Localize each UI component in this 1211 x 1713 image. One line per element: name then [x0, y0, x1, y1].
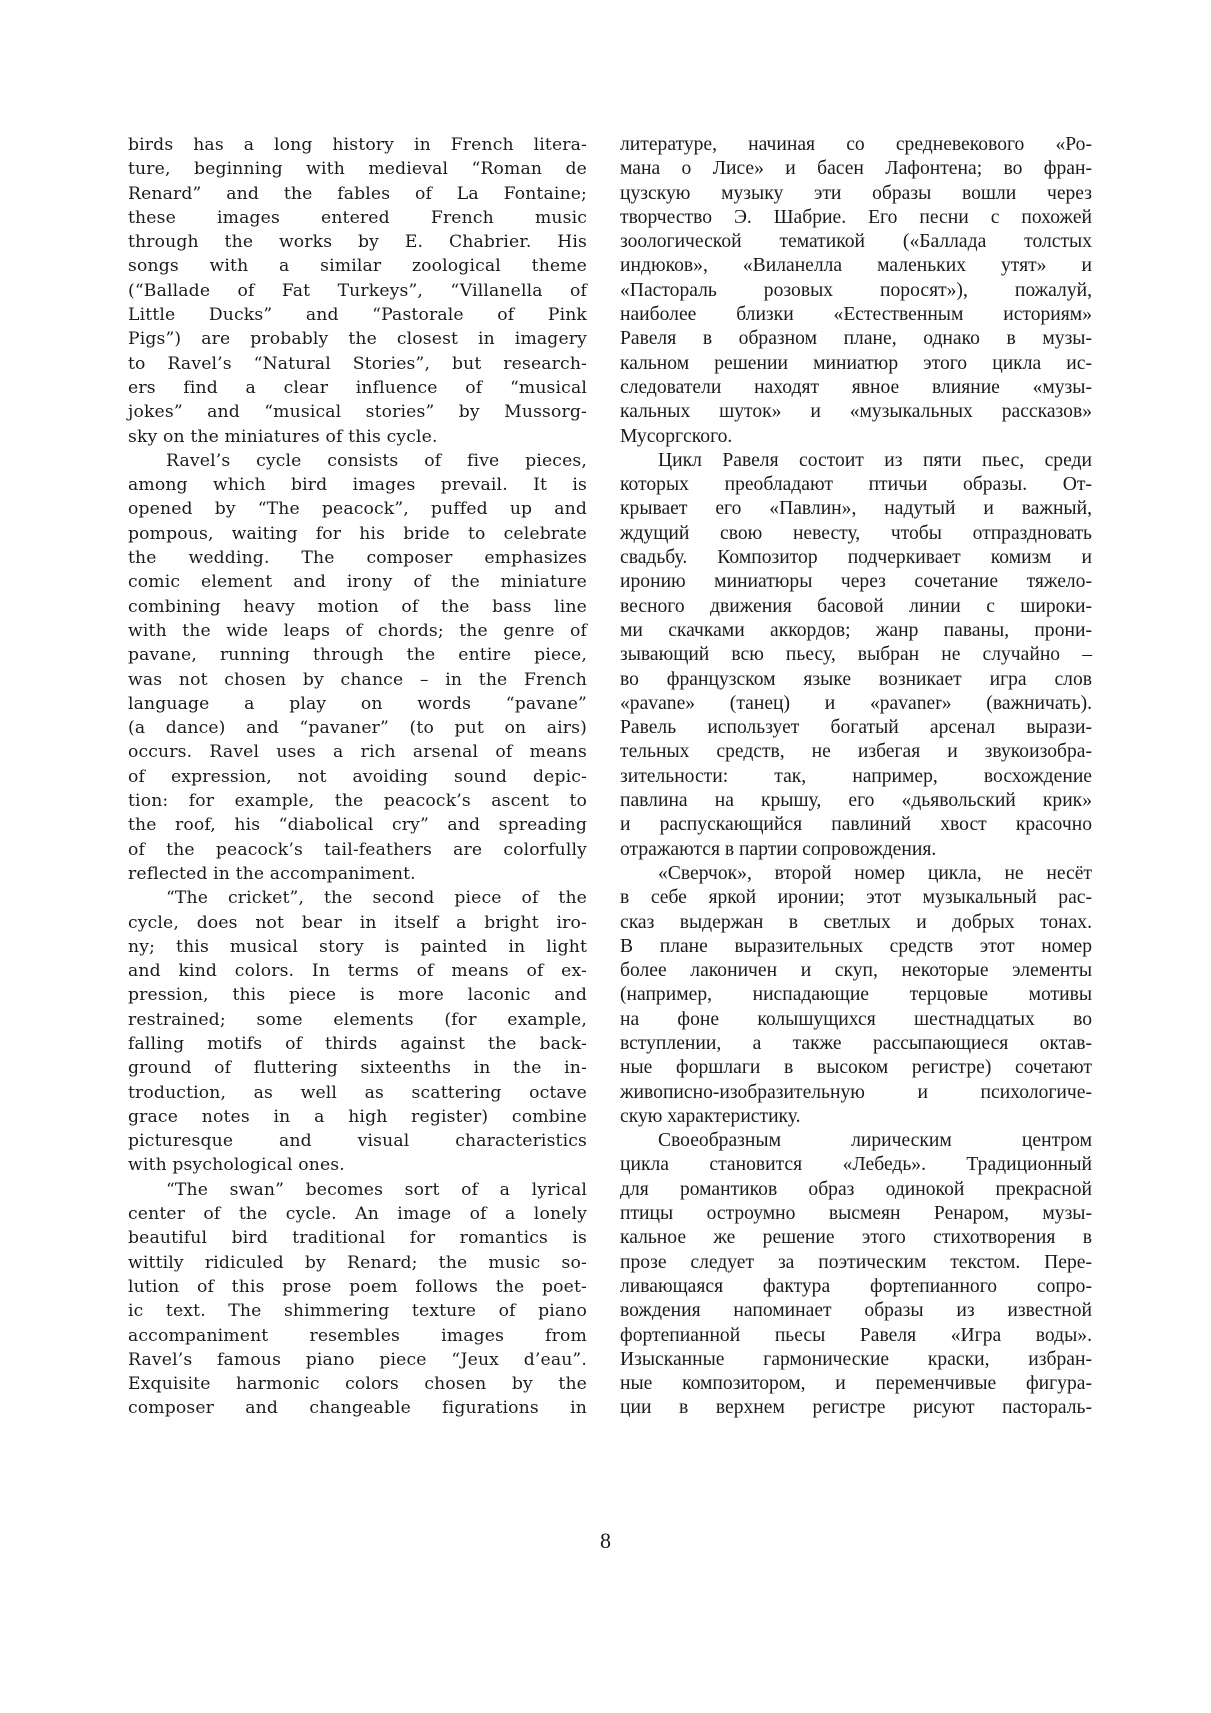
paragraph: [620, 1129, 1092, 1421]
text-line: “The cricket”, the second piece of the: [166, 888, 587, 909]
text-line: (“Ballade of Fat Turkeys”, “Villanella of: [128, 280, 587, 301]
paragraph: [128, 1178, 587, 1421]
text-line: ers find a clear influence of “musical: [128, 377, 587, 398]
text-line: индюков», «Виланелла маленьких утят» и: [620, 255, 1092, 277]
text-line: более лаконичен и скуп, некоторые элементы: [620, 960, 1092, 982]
text-line: вождения напоминает образы из известной: [620, 1300, 1092, 1322]
text-line: Ravel’s cycle consists of five pieces,: [166, 450, 587, 471]
russian-text-column: [620, 133, 1092, 1421]
text-line: ные композитором, и переменчивые фигура-: [620, 1373, 1092, 1395]
text-line: jokes” and “musical stories” by Mussorg-: [128, 402, 587, 423]
text-line: and kind colors. In terms of means of ex-: [128, 961, 587, 982]
text-line: with the wide leaps of chords; the genre of: [128, 620, 587, 641]
text-line: reflected in the accompaniment.: [128, 863, 416, 884]
text-line: Равель использует богатый арсенал вырази-: [620, 717, 1092, 739]
text-line: живописно-изобразительную и психологиче-: [620, 1081, 1092, 1103]
text-line: beautiful bird traditional for romantics is: [128, 1228, 587, 1249]
text-line: кальное же решение этого стихотворения в: [620, 1227, 1092, 1249]
text-line: мана о Лисе» и басен Лафонтена; во фран-: [620, 158, 1092, 180]
text-line: во французском языке возникает игра слов: [620, 668, 1092, 690]
text-line: accompaniment resembles images from: [128, 1325, 587, 1346]
text-line: troduction, as well as scattering octave: [128, 1082, 587, 1103]
text-line: крывает его «Павлин», надутый и важный,: [620, 498, 1092, 520]
text-line: ми скачками аккордов; жанр паваны, прони-: [620, 619, 1092, 641]
text-line: творчество Э. Шабрие. Его песни с похожей: [620, 206, 1092, 228]
paragraph: [620, 133, 1092, 449]
text-line: прозе следует за поэтическим текстом. Пере-: [620, 1251, 1092, 1273]
text-line: tion: for example, the peacock’s ascent to: [128, 791, 587, 812]
text-line: на фоне колышущихся шестнадцатых во: [620, 1008, 1092, 1030]
text-line: вступлении, а также рассыпающиеся октав-: [620, 1032, 1092, 1054]
text-line: ny; this musical story is painted in light: [128, 936, 587, 957]
text-line: combining heavy motion of the bass line: [128, 596, 587, 617]
text-line: pression, this piece is more laconic and: [128, 985, 587, 1006]
text-line: picturesque and visual characteristics: [128, 1131, 587, 1152]
text-line: through the works by E. Chabrier. His: [128, 232, 587, 253]
text-line: скую характеристику.: [620, 1105, 801, 1127]
text-line: павлина на крышу, его «дьявольский крик»: [620, 790, 1092, 812]
text-line: ture, beginning with medieval “Roman de: [128, 159, 587, 180]
text-line: Цикл Равеля состоит из пяти пьес, среди: [658, 449, 1092, 471]
text-line: occurs. Ravel uses a rich arsenal of means: [128, 742, 587, 763]
text-line: зывающий всю пьесу, выбран не случайно –: [620, 644, 1092, 666]
text-line: with psychological ones.: [128, 1155, 345, 1176]
text-line: тельных средств, не избегая и звукоизобра-: [620, 741, 1092, 763]
text-line: of the peacock’s tail-feathers are colorfully: [128, 839, 587, 860]
text-line: (например, ниспадающие терцовые мотивы: [620, 984, 1092, 1006]
text-line: ции в верхнем регистре рисуют пастораль-: [620, 1397, 1092, 1419]
text-line: Ravel’s famous piano piece “Jeux d’eau”.: [128, 1349, 587, 1370]
paragraph: [620, 449, 1092, 862]
text-line: Little Ducks” and “Pastorale of Pink: [128, 305, 587, 326]
text-line: sky on the miniatures of this cycle.: [128, 426, 438, 447]
text-line: «Сверчок», второй номер цикла, не несёт: [658, 862, 1092, 884]
text-line: falling motifs of thirds against the back-: [128, 1033, 587, 1054]
text-line: ные форшлаги в высоком регистре) сочетают: [620, 1057, 1092, 1079]
text-line: songs with a similar zoological theme: [128, 256, 587, 277]
page-number: 8: [600, 1528, 611, 1553]
text-line: «Пастораль розовых поросят»), пожалуй,: [620, 279, 1092, 301]
text-line: wittily ridiculed by Renard; the music so-: [128, 1252, 587, 1273]
text-line: Мусоргского.: [620, 425, 733, 447]
text-line: зительности: так, например, восхождение: [620, 765, 1092, 787]
text-line: наиболее близки «Естественным историям»: [620, 304, 1092, 326]
text-line: фортепианной пьесы Равеля «Игра воды».: [620, 1324, 1092, 1346]
text-line: of expression, not avoiding sound depic-: [128, 766, 587, 787]
text-line: в себе яркой иронии; этот музыкальный рас-: [620, 887, 1092, 909]
text-line: language a play on words “pavane”: [128, 693, 587, 714]
text-line: для романтиков образ одинокой прекрасной: [620, 1178, 1092, 1200]
paragraph: [128, 449, 587, 886]
text-line: cycle, does not bear in itself a bright iro-: [128, 912, 587, 933]
text-line: these images entered French music: [128, 207, 587, 228]
text-line: pompous, waiting for his bride to celebrate: [128, 523, 587, 544]
text-line: и распускающийся павлиний хвост красочно: [620, 814, 1092, 836]
text-line: the wedding. The composer emphasizes: [128, 548, 587, 569]
text-line: restrained; some elements (for example,: [128, 1009, 587, 1030]
paragraph: [620, 862, 1092, 1129]
text-line: to Ravel’s “Natural Stories”, but research-: [128, 353, 587, 374]
text-line: «pavane» (танец) и «pavaner» (важничать).: [620, 692, 1092, 714]
text-line: opened by “The peacock”, puffed up and: [128, 499, 587, 520]
text-line: Pigs”) are probably the closest in imagery: [128, 329, 587, 350]
text-line: иронию миниатюры через сочетание тяжело-: [620, 571, 1092, 593]
text-line: Изысканные гармонические краски, избран-: [620, 1348, 1092, 1370]
text-line: the roof, his “diabolical cry” and spreading: [128, 815, 587, 836]
text-line: composer and changeable figurations in: [128, 1398, 587, 1419]
text-line: В плане выразительных средств этот номер: [620, 935, 1092, 957]
text-line: lution of this prose poem follows the poet-: [128, 1276, 587, 1297]
text-line: Своеобразным лирическим центром: [658, 1130, 1092, 1152]
text-line: “The swan” becomes sort of a lyrical: [166, 1179, 587, 1200]
text-line: grace notes in a high register) combine: [128, 1106, 587, 1127]
text-line: ground of fluttering sixteenths in the in-: [128, 1058, 587, 1079]
text-line: Renard” and the fables of La Fontaine;: [128, 183, 587, 204]
paragraph: [128, 133, 587, 449]
text-line: литературе, начиная со средневекового «Ро-: [620, 134, 1092, 155]
text-line: pavane, running through the entire piece,: [128, 645, 587, 666]
text-line: among which bird images prevail. It is: [128, 475, 587, 496]
text-line: кальных шуток» и «музыкальных рассказов»: [620, 401, 1092, 423]
text-line: весного движения басовой линии с широки-: [620, 595, 1092, 617]
text-line: следователи находят явное влияние «музы-: [620, 376, 1092, 398]
text-line: которых преобладают птичьи образы. От-: [620, 474, 1092, 496]
text-line: birds has a long history in French litera-: [128, 135, 587, 155]
text-line: птицы остроумно высмеян Ренаром, музы-: [620, 1203, 1092, 1225]
text-line: ливающаяся фактура фортепианного сопро-: [620, 1275, 1092, 1297]
text-line: Exquisite harmonic colors chosen by the: [128, 1374, 587, 1395]
text-line: отражаются в партии сопровождения.: [620, 838, 937, 860]
text-line: Равеля в образном плане, однако в музы-: [620, 328, 1092, 350]
text-line: зоологической тематикой («Баллада толстых: [620, 231, 1092, 253]
text-line: center of the cycle. An image of a lonely: [128, 1204, 587, 1225]
text-line: сказ выдержан в светлых и добрых тонах.: [620, 911, 1092, 933]
text-line: ждущий свою невесту, чтобы отпраздновать: [620, 522, 1092, 544]
text-line: кальном решении миниатюр этого цикла ис-: [620, 352, 1092, 374]
paragraph: [128, 886, 587, 1178]
text-line: свадьбу. Композитор подчеркивает комизм и: [620, 547, 1092, 569]
english-text-column: [128, 133, 587, 1421]
text-line: цикла становится «Лебедь». Традиционный: [620, 1154, 1092, 1176]
text-line: comic element and irony of the miniature: [128, 572, 587, 593]
text-line: was not chosen by chance – in the French: [128, 669, 587, 690]
text-line: ic text. The shimmering texture of piano: [128, 1301, 587, 1322]
text-line: цузскую музыку эти образы вошли через: [620, 182, 1092, 204]
text-line: (a dance) and “pavaner” (to put on airs): [128, 718, 587, 739]
